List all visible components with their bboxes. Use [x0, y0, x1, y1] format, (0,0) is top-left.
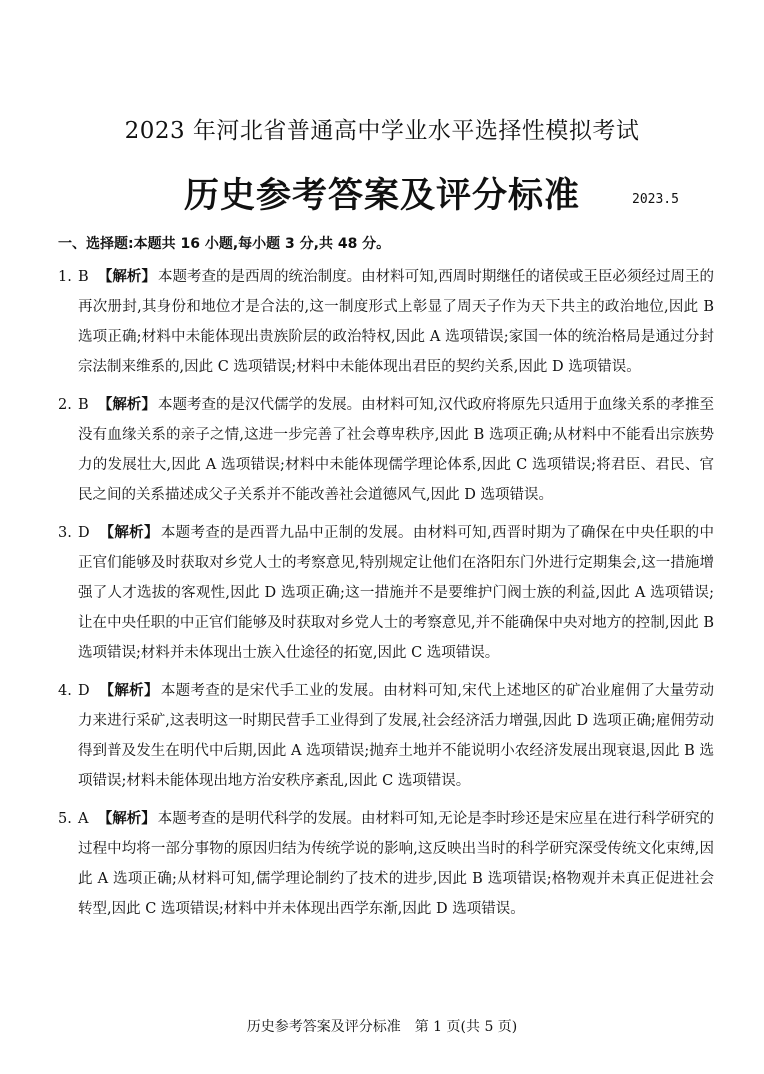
answer-explanation: 本题考查的是宋代手工业的发展。由材料可知,宋代上述地区的矿冶业雇佣了大量劳动力来进行采矿,这表明这一时期民营手工业得到了发展,社会经济活力增强,因此 D 选项正确;雇佣劳动得到普及发生在明代中后期,因此 A 选项错误;抛弃土地并不能说明小农经济发展出现衰退,因此 B 选项错误;材料未能体现出地方治安秩序紊乱,因此 C 选项错误。: [78, 683, 715, 789]
page-footer: 历史参考答案及评分标准 第 1 页(共 5 页): [246, 1019, 518, 1035]
answer-item: [58, 676, 714, 796]
answer-explanation: 本题考查的是西晋九品中正制的发展。由材料可知,西晋时期为了确保在中央任职的中正官们能够及时获取对乡党人士的考察意见,特别规定让他们在洛阳东门外进行定期集会,这一措施增强了人才选拔的客观性,因此 D 选项正确;这一措施并不是要维护门阀士族的利益,因此 A 选项错误;让在中央任职的中正官们能够及时获取对乡党人士的考察意见,并不能确保中央对地方的控制,因此 B 选项错误;材料并未体现出士族入仕途径的拓宽,因此 C 选项错误。: [78, 525, 715, 661]
section-heading: 一、选择题:本题共 16 小题,每小题 3 分,共 48 分。: [58, 236, 391, 252]
analysis-tag: 【解析】: [99, 525, 159, 541]
question-number: 5.: [58, 811, 72, 827]
answer-item: [58, 804, 714, 924]
date-label: 2023.5: [632, 192, 679, 207]
question-number: 3.: [58, 525, 72, 541]
answer-body: [58, 676, 714, 796]
exam-title: 2023 年河北省普通高中学业水平选择性模拟考试: [124, 118, 640, 144]
answer-explanation: 本题考查的是西周的统治制度。由材料可知,西周时期继任的诸侯或王臣必须经过周王的再次册封,其身份和地位才是合法的,这一制度形式上彰显了周天子作为天下共主的政治地位,因此 B 选项正确;材料中未能体现出贵族阶层的政治特权,因此 A 选项错误;家国一体的统治格局是通过分封宗法制来维系的,因此 C 选项错误;材料中未能体现出君臣的契约关系,因此 D 选项错误。: [78, 269, 715, 375]
analysis-tag: 【解析】: [99, 683, 159, 699]
answer-explanation: 本题考查的是汉代儒学的发展。由材料可知,汉代政府将原先只适用于血缘关系的孝推至没有血缘关系的亲子之情,这进一步完善了社会尊卑秩序,因此 B 选项正确;从材料中不能看出宗族势力的发展壮大,因此 A 选项错误;材料中未能体现儒学理论体系,因此 C 选项错误;将君臣、君民、官民之间的关系描述成父子关系并不能改善社会道德风气,因此 D 选项错误。: [78, 397, 715, 503]
question-number: 4.: [58, 683, 72, 699]
analysis-tag: 【解析】: [97, 811, 156, 827]
answer-body: [58, 518, 714, 668]
question-number: 2.: [58, 397, 72, 413]
answer-body: [58, 804, 714, 924]
answer-explanation: 本题考查的是明代科学的发展。由材料可知,无论是李时珍还是宋应星在进行科学研究的过程中均将一部分事物的原因归结为传统学说的影响,这反映出当时的科学研究深受传统文化束缚,因此 A 选项正确;从材料可知,儒学理论制约了技术的进步,因此 B 选项错误;格物观并未真正促进社会转型,因此 C 选项错误;材料中并未体现出西学东渐,因此 D 选项错误。: [78, 811, 714, 917]
answer-option: D: [78, 525, 90, 541]
answer-list: [58, 262, 714, 932]
answer-body: [58, 262, 714, 382]
answer-item: [58, 262, 714, 382]
question-number: 1.: [58, 269, 72, 285]
answer-item: [58, 518, 714, 668]
answer-body: [58, 390, 714, 510]
analysis-tag: 【解析】: [97, 269, 156, 285]
answer-item: [58, 390, 714, 510]
answer-option: D: [78, 683, 90, 699]
page-title: 历史参考答案及评分标准: [183, 175, 580, 216]
answer-option: B: [78, 269, 89, 285]
answer-option: A: [78, 811, 89, 827]
analysis-tag: 【解析】: [97, 397, 156, 413]
answer-option: B: [78, 397, 89, 413]
